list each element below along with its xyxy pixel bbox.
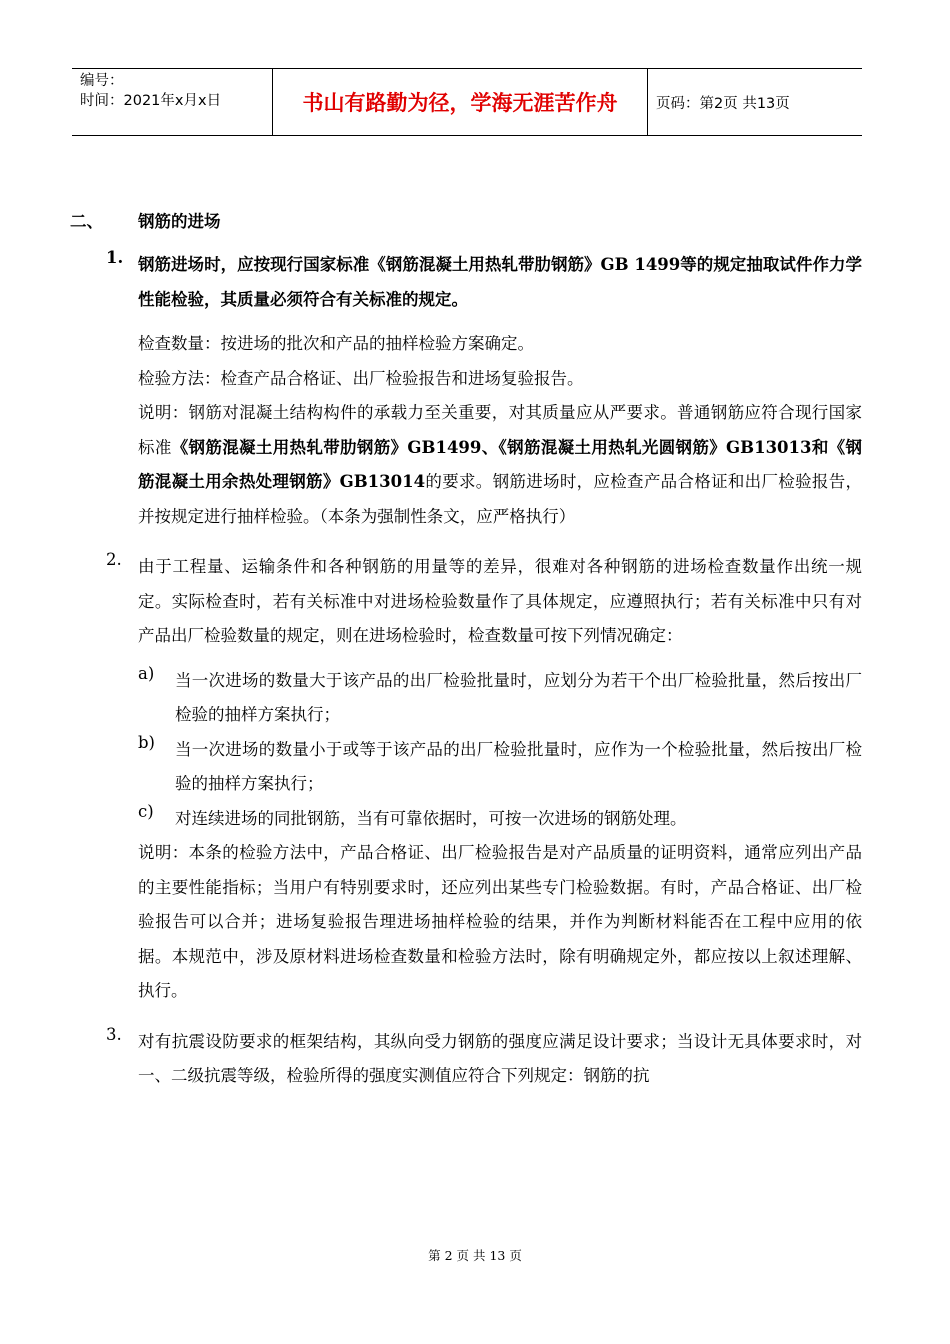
sub-item-text: 对连续进场的同批钢筋，当有可靠依据时，可按一次进场的钢筋处理。: [175, 808, 687, 828]
sub-item-label: b): [138, 732, 155, 752]
sub-item-c: [70, 802, 870, 837]
clause-text: 钢筋进场时，应按现行国家标准《钢筋混凝土用热轧带肋钢筋》GB 1499等的规定抽取试件作力学性能检验，其质量必须符合有关标准的规定。: [138, 255, 862, 309]
section-title: 钢筋的进场: [138, 212, 221, 231]
section-heading: [70, 202, 870, 236]
clause-1: [70, 248, 870, 317]
sub-item-label: a): [138, 663, 155, 683]
header-page-label: 页码：第2页 共13页: [656, 95, 790, 112]
page-header: [72, 68, 862, 136]
sub-item-text: 当一次进场的数量小于或等于该产品的出厂检验批量时，应作为一个检验批量，然后按出厂检验的抽样方案执行；: [175, 739, 862, 793]
document-body: [70, 202, 870, 1094]
clause-number: 3.: [106, 1024, 122, 1044]
header-motto: 书山有路勤为径，学海无涯苦作舟: [272, 69, 648, 135]
clause-1-note: [138, 396, 862, 534]
note-text-end: 的要求。钢筋进场时，应检查产品合格证和出厂检验报告，并按规定进行抽样检验。（本条为强制性条文，应严格执行）: [138, 472, 862, 526]
page-footer: 第 2 页 共 13 页: [428, 1248, 522, 1263]
sub-item-text: 当一次进场的数量大于该产品的出厂检验批量时，应划分为若干个出厂检验批量，然后按出厂检验的抽样方案执行；: [175, 670, 862, 724]
sub-item-b: [70, 733, 870, 802]
clause-3: [70, 1025, 870, 1094]
check-quantity: 检查数量：按进场的批次和产品的抽样检验方案确定。: [138, 334, 534, 353]
sub-item-a: [70, 664, 870, 733]
clause-text: 由于工程量、运输条件和各种钢筋的用量等的差异，很难对各种钢筋的进场检查数量作出统一规定。实际检查时，若有关标准中对进场检验数量作了具体规定，应遵照执行；若有关标准中只有对产品出厂检验数量的规定，则在进场检验时，检查数量可按下列情况确定：: [138, 557, 862, 645]
sub-item-label: c): [138, 801, 154, 821]
note-standards: 《钢筋混凝土用热轧带肋钢筋》GB1499、《钢筋混凝土用热轧光圆钢筋》GB13013和《钢筋混凝土用余热处理钢筋》GB13014: [138, 437, 863, 491]
clause-2-note: 说明：本条的检验方法中，产品合格证、出厂检验报告是对产品质量的证明资料，通常应列出产品的主要性能指标；当用户有特别要求时，还应列出某些专门检验数据。有时，产品合格证、出厂检验报告可以合并；进场复验报告理进场抽样检验的结果，并作为判断材料能否在工程中应用的依据。本规范中，涉及原材料进场检查数量和检验方法时，除有明确规定外，都应按以上叙述理解、执行。: [138, 843, 862, 1000]
section-number: 二、: [70, 212, 103, 231]
clause-number: 1.: [106, 248, 124, 267]
clause-text: 对有抗震设防要求的框架结构，其纵向受力钢筋的强度应满足设计要求；当设计无具体要求时，对一、二级抗震等级，检验所得的强度实测值应符合下列规定：钢筋的抗: [138, 1031, 862, 1085]
note-text: 说明：钢筋对混凝土结构构件的承载力至关重要，对其质量应从严要求。普通钢筋应符合现行国家标准: [138, 403, 862, 457]
header-left-cell: [72, 69, 272, 135]
document-number-label: 编号：: [80, 73, 124, 89]
clause-number: 2.: [106, 550, 122, 569]
document-time-label: 时间：2021年x月x日: [80, 93, 222, 109]
clause-2: [70, 550, 870, 654]
check-method: 检验方法：检查产品合格证、出厂检验报告和进场复验报告。: [138, 368, 584, 388]
